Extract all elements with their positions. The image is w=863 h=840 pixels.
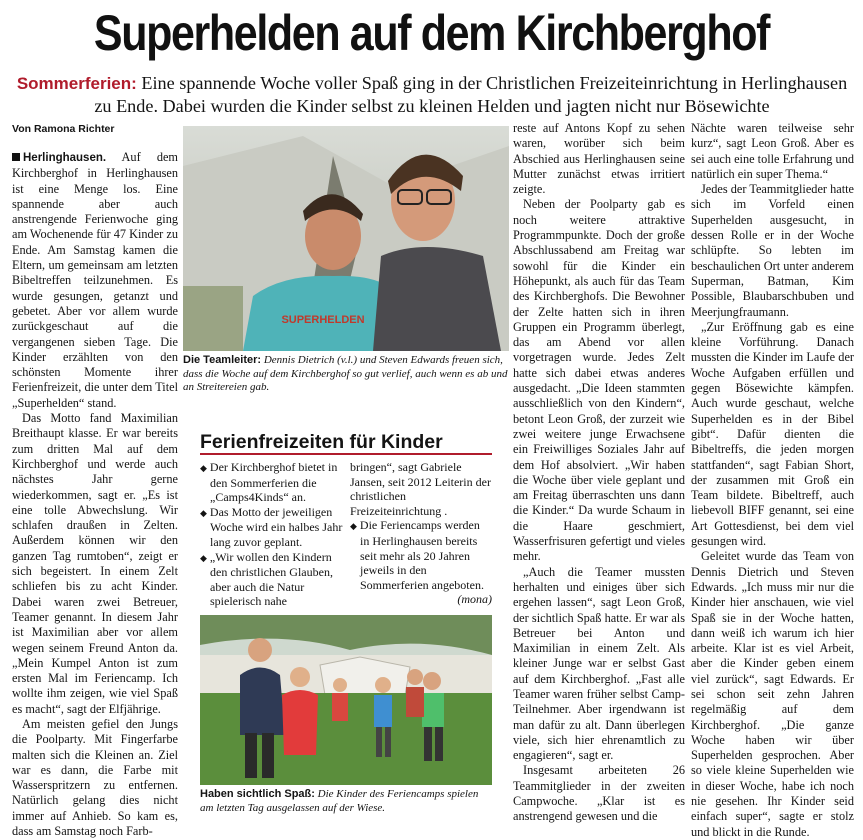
caption-text: Dennis Dietrich (v.l.) und Steven Edwards freuen sich, dass die Woche auf dem Kirchberghof so gut verlief, auch wenn es ab und an Streitereien gab. xyxy=(183,354,508,393)
section-marker xyxy=(12,153,20,161)
shirt-print: SUPERHELDEN xyxy=(281,314,365,326)
article-headline: Superhelden auf dem Kirchberghof xyxy=(93,5,770,61)
paragraph: Am meisten gefiel den Jungs die Poolparty. Mit Fingerfarbe malten sich die Kleinen an. Ziel war es dann, die Farbe mit Wasserspritzern zu entfernen. Natürlich gelang dies nicht immer auf Anhieb. So kam es, dass am Samstag noch Farb- xyxy=(12,716,178,839)
infobox-right-column xyxy=(350,460,492,607)
team-leaders-photo-image xyxy=(183,126,509,351)
caption-label: Die Teamleiter: xyxy=(183,354,262,366)
paragraph: reste auf Antons Kopf zu sehen waren, worüber sich beim Abschied aus Herlinghausen seine Mutter zunächst etwas irritiert zeigte. xyxy=(513,121,685,197)
dateline: Herlinghausen. xyxy=(23,152,107,164)
infobox-item: ◆ Der Kirchberghof bietet in den Sommerferien die „Camps4Kinds“ an. xyxy=(200,460,338,505)
paragraph: Geleitet wurde das Team von Dennis Dietrich und Steven Edwards. „Ich muss mir nur die Kinder hier anschauen, wie viel Spaß sie in der Woche hatten, dann weiß ich warum ich hier arbeite. Klar ist es viel Arbeit, aber die Kinder geben einem viel zurück“, sagt Edwards. Er sei schon seit zehn Jahren regelmäßig auf dem Kirchberghof. „Die ganze Woche haben wir über Superhelden gesprochen. Aber so viele kleine Superhelden wie in dieser Woche, habe ich noch nie gesehen. Ihr Kinder seid einfach super“, sagte er stolz und blickt in die Runde. xyxy=(691,549,854,839)
article-column-4 xyxy=(691,121,854,840)
infobox-item-text: „Wir wollen den Kindern den christlichen Glauben, aber auch die Natur spielerisch nahe xyxy=(209,549,333,609)
caption-label: Haben sichtlich Spaß: xyxy=(200,788,315,800)
infobox-left-column xyxy=(200,460,346,609)
byline: Von Ramona Richter xyxy=(12,123,115,135)
article-column-1 xyxy=(12,150,178,839)
paragraph: Das Motto fand Maximilian Breithaupt klasse. Er war bereits zum dritten Mal auf dem Kirchberghof und werde auch nächstes Jahr gerne wiederkommen, sagt er. „Es ist eine tolle Abwechslung. Wir schlafen draußen in Zelten. Außerdem können wir den ganzen Tag rumtoben“, zeigt er sich begeistert. In einem Zelt schliefen bis zu acht Kinder. Dabei waren zwei Betreuer, Teamer genannt. In diesem Jahr ist Maximilian aber vor allem wegen seinem Freund Anton da. „Mein Kumpel Anton ist zum ersten Mal im Feriencamp. Ich wollte ihm zeigen, wie viel Spaß es macht“, sagt der Elfjährige. xyxy=(12,411,178,716)
paragraph xyxy=(12,150,178,411)
infobox-signature: (mona) xyxy=(457,592,492,607)
paragraph: Insgesamt arbeiteten 26 Teammitglieder in der zweiten Campwoche. „Klar ist es anstrengend gewesen und die xyxy=(513,763,685,824)
paragraph-text: Auf dem Kirchberghof in Herlinghausen ist eine Menge los. Eine spannende aber auch anstrengende Ferienwoche ging am Wochenende für 47 Kinder zu Ende. Am Samstag kamen die Eltern, um gemeinsam am letzten Bibeltreffen teilzunehmen. Es wurde gesungen, getanzt und gebetet. Aber vor allem wurde zurückgeschaut auf die vergangenen sieben Tage. Die Kinder erzählten von den schönsten Momente ihrer Ferienfreizeit, die unter dem Titel „Superhelden“ stand. xyxy=(12,150,178,410)
infobox-rule xyxy=(200,453,492,455)
infobox-item-text: Das Motto der jeweiligen Woche wird ein halbes Jahr lang zuvor geplant. xyxy=(209,504,343,549)
paragraph: Jedes der Teammitglieder hatte sich im Vorfeld einen Superhelden ausgesucht, in dessen Rolle er in der Woche schlüpfte. So lebten im beschaulichen Ort unter anderem Superman, Batman, Kim Possible, Blaubarschbuben und Meerjungfraumann. xyxy=(691,182,854,319)
subheadline-line2: zu Ende. Dabei wurden die Kinder selbst zu kleinen Helden und jagten nicht nur Bösewichte xyxy=(94,96,770,116)
subheadline-kicker: Sommerferien: xyxy=(16,74,137,93)
paragraph: Nächte waren teilweise sehr kurz“, sagt Leon Groß. Aber es sei auch eine tolle Erfahrung und natürlich ein super Thema.“ xyxy=(691,121,854,181)
subheadline xyxy=(8,72,856,117)
photo-caption-2 xyxy=(200,788,494,815)
infobox-item: ◆ „Wir wollen den Kindern den christlichen Glauben, aber auch die Natur spielerisch nahe xyxy=(200,549,333,609)
article-column-3 xyxy=(513,121,685,825)
infobox-item: ◆ Das Motto der jeweiligen Woche wird ein halbes Jahr lang zuvor geplant. xyxy=(200,504,343,549)
photo-caption-1 xyxy=(183,354,509,395)
paragraph: „Zur Eröffnung gab es eine kleine Vorführung. Danach mussten die Kinder im Laufe der Woche Aufgaben erfüllen und gegen Bösewichte kämpfen. Auch wurde geschaut, welche Superhelden es in der Bibel gibt“. Dafür dienten die Bibeltreffs, die jeden morgen stattfanden“, sagt Fabian Short, der zusammen mit Groß ein Team bildete. Bibeltreff, auch liebevoll BIFF genannt, sei eine Art Gottesdienst, bei dem viel gesungen wird. xyxy=(691,319,854,549)
infobox-item-text: Der Kirchberghof bietet in den Sommerferien die „Camps4Kinds“ an. xyxy=(209,460,338,505)
subheadline-line1: Eine spannende Woche voller Spaß ging in der Christlichen Freizeiteinrichtung in Herlinghausen xyxy=(141,73,848,93)
children-playing-photo xyxy=(200,615,492,785)
infobox-continuation: bringen“, sagt Gabriele Jansen, seit 2012 Leiterin der christlichen Freizeiteinrichtung . xyxy=(350,460,491,518)
paragraph: „Auch die Teamer mussten herhalten und einiges über sich ergehen lassen“, sagt Leon Groß, der sichtlich Spaß hatte. Er war als Betreuer bei Anton und Maximilian in einem Zelt. Als kleiner Junge war er selbst Gast auf dem Kirchberghof. „Fast alle Teamer waren früher selbst Camp-Teilnehmer. Aber irgendwann ist man dafür zu alt. Dann überlegen viele, sich hier ehrenamtlich zu engagieren“, sagt er. xyxy=(513,564,685,763)
paragraph: Neben der Poolparty gab es noch weitere attraktive Programmpunkte. Doch der große Abschlussabend am Freitag war sowohl für die Kinder ein Höhepunkt, als auch für das Team des Kirchberghofs. Die Bewohner der Zelte hatten sich in ihren Gruppen ein Programm überlegt, das am Abend vor allen vorgetragen wurde. Jedes Zelt hatte sich dabei etwas anderes ausgedacht. „Die Ideen stammten ausschließlich von den Kindern“, betont Leon Groß, der zurzeit wie zwei weitere junge Erwachsene ein Freiwilliges Soziales Jahr auf dem Hof absolviert. „Wir haben die Woche über viele geplant und am Freitag überraschten uns dann die Kinder.“ Da wurde Schaum in die Haare geschmiert, Wasserfrisuren gefertigt und vieles mehr. xyxy=(513,197,685,564)
infobox-title: Ferienfreizeiten für Kinder xyxy=(200,431,443,453)
caption-text: Die Kinder des Feriencamps spielen am letzten Tag ausgelassen auf der Wiese. xyxy=(200,788,479,814)
infobox-item: ◆ Die Feriencamps werden in Herlinghausen bereits seit mehr als 20 Jahren jeweils in den Sommerferien angeboten. xyxy=(350,518,484,592)
infobox-item-text: Die Feriencamps werden in Herlinghausen bereits seit mehr als 20 Jahren jeweils in den Sommerferien angeboten. xyxy=(359,518,484,592)
team-leaders-photo xyxy=(183,126,509,351)
children-playing-photo-image xyxy=(200,615,492,785)
